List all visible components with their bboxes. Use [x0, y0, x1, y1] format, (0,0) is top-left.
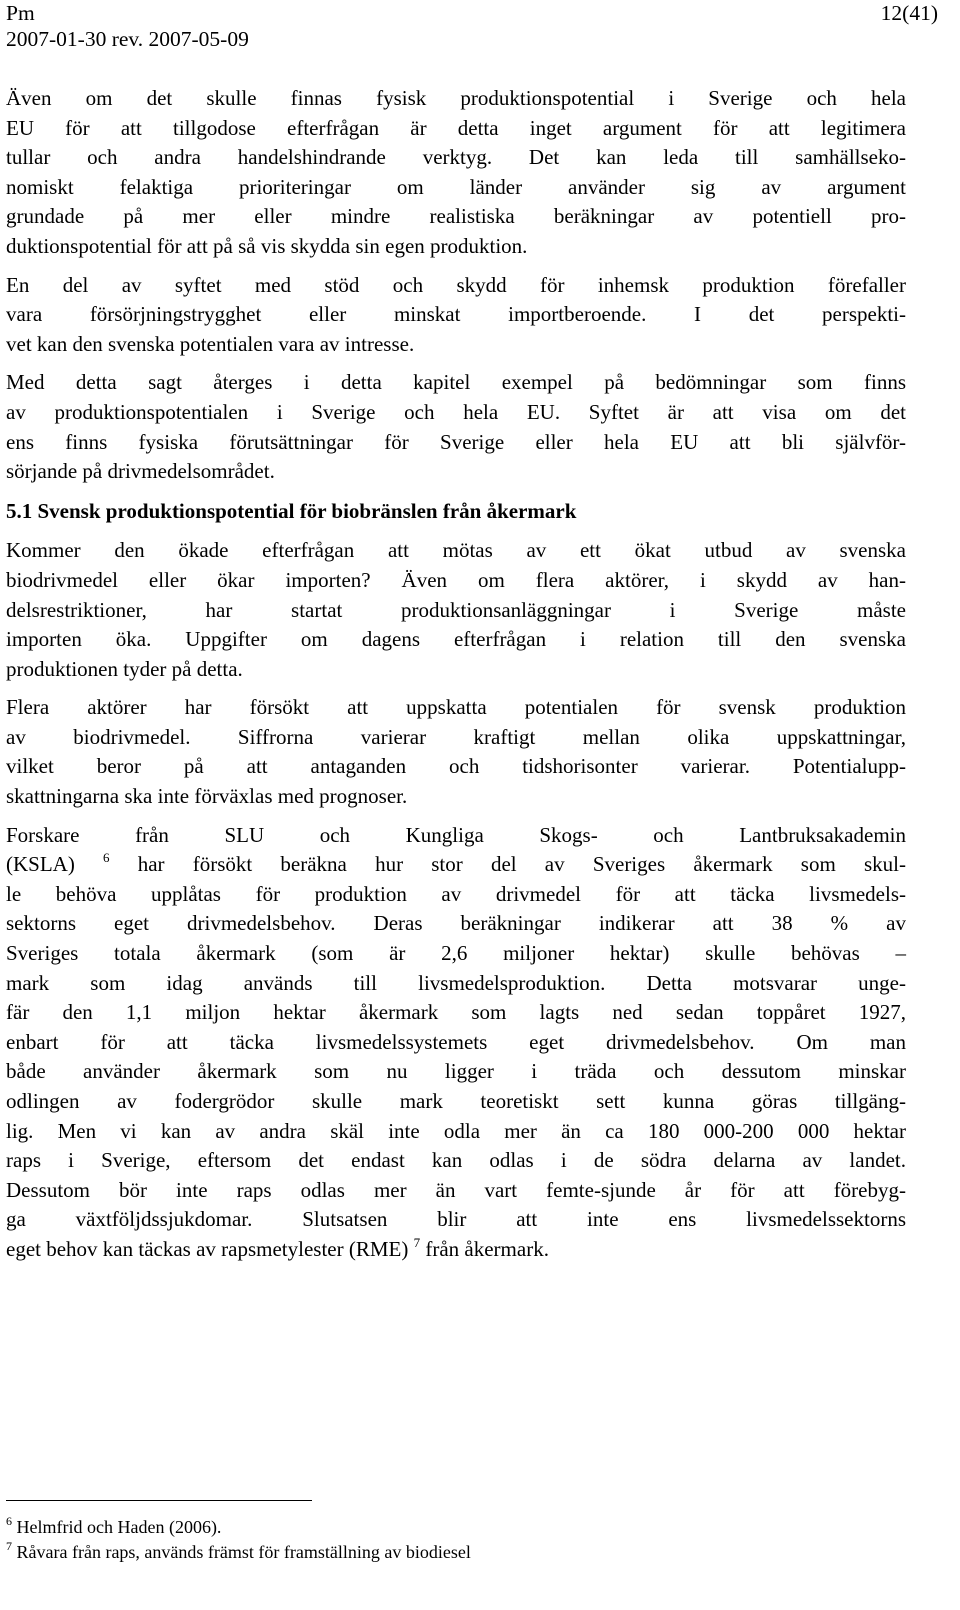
text-line: le behöva upplåtas för produktion av drivmedel för att täcka livsmedels- [6, 881, 906, 906]
text-line: ens finns fysiska förutsättningar för Sverige eller hela EU att bli självför- [6, 429, 906, 454]
text-line: Sveriges totala åkermark (som är 2,6 miljoner hektar) skulle behövas – [6, 941, 906, 966]
text-line: mark som idag används till livsmedelsproduktion. Detta motsvarar unge- [6, 970, 906, 995]
footnote-text: Helmfrid och Haden (2006). [12, 1517, 222, 1537]
text-line: Flera aktörer har försökt att uppskatta potentialen för svensk produktion [6, 695, 906, 720]
text-line: Dessutom bör inte raps odlas mer än vart femte-sjunde år för att förebyg- [6, 1177, 906, 1202]
footnote-number: 7 [6, 1539, 12, 1553]
paragraph [6, 536, 906, 684]
text-line: av produktionspotentialen i Sverige och hela EU. Syftet är att visa om det [6, 399, 906, 424]
footnote-number: 6 [6, 1514, 12, 1528]
text-line: sektorns eget drivmedelsbehov. Deras beräkningar indikerar att 38 % av [6, 911, 906, 936]
text-line: grundade på mer eller mindre realistiska beräkningar av potentiell pro- [6, 204, 906, 229]
paragraph [6, 84, 906, 262]
footnote-reference: 7 [413, 1234, 421, 1250]
text-line: odlingen av fodergrödor skulle mark teoretiskt sett kunna göras tillgäng- [6, 1089, 906, 1113]
page-number: 12(41) [880, 1, 938, 25]
text-line: Forskare från SLU och Kungliga Skogs- och Lantbruksakademin [6, 822, 906, 847]
text-line: Med detta sagt återges i detta kapitel exempel på bedömningar som finns [6, 370, 906, 395]
text-line: vet kan den svenska potentialen vara av intresse. [6, 331, 415, 356]
text-line: Även om det skulle finnas fysisk produktionspotential i Sverige och hela [6, 86, 906, 110]
text-line: vara försörjningstrygghet eller minskat importberoende. I det perspekti- [6, 302, 906, 327]
text-line: EU för att tillgodose efterfrågan är detta inget argument för att legitimera [6, 115, 906, 140]
text-line: duktionspotential för att på så vis skydda sin egen produktion. [6, 233, 528, 258]
section-heading: 5.1 Svensk produktionspotential för biobränslen från åkermark [6, 498, 577, 523]
text-line: fär den 1,1 miljon hektar åkermark som lagts ned sedan toppåret 1927, [6, 1000, 906, 1025]
document-date: 2007-01-30 rev. 2007-05-09 [6, 27, 249, 51]
text-line: enbart för att täcka livsmedelssystemets eget drivmedelsbehov. Om man [6, 1029, 906, 1054]
footnote-reference: 6 [103, 850, 110, 866]
text-line: tullar och andra handelshindrande verktyg. Det kan leda till samhällseko- [6, 145, 906, 170]
text-fragment: har försökt beräkna hur stor del av Sveriges åkermark som skul- [109, 852, 907, 877]
footnote [6, 1540, 906, 1565]
footnote-separator [6, 1500, 312, 1501]
text-line: Kommer den ökade efterfrågan att mötas av ett ökat utbud av svenska [6, 538, 906, 563]
text-line: En del av syftet med stöd och skydd för inhemsk produktion förefaller [6, 272, 906, 297]
paragraph [6, 368, 906, 486]
text-fragment: från åkermark. [420, 1236, 549, 1261]
text-line: raps i Sverige, eftersom det endast kan odlas i de södra delarna av landet. [6, 1148, 906, 1173]
document-label: Pm [6, 1, 35, 25]
body-text [6, 84, 906, 1274]
text-line: delsrestriktioner, har startat produktionsanläggningar i Sverige måste [6, 597, 906, 622]
footnote [6, 1515, 906, 1540]
text-line: produktionen tyder på detta. [6, 656, 243, 681]
text-line: både använder åkermark som nu ligger i träda och dessutom minskar [6, 1059, 906, 1084]
text-line [6, 850, 906, 880]
text-line: av biodrivmedel. Siffrorna varierar kraftigt mellan olika uppskattningar, [6, 724, 906, 749]
text-line: sörjande på drivmedelsområdet. [6, 459, 275, 484]
footnote-text: Råvara från raps, används främst för framställning av biodiesel [12, 1542, 471, 1562]
text-line: biodrivmedel eller ökar importen? Även om flera aktörer, i skydd av han- [6, 567, 906, 592]
text-line: skattningarna ska inte förväxlas med prognoser. [6, 784, 408, 809]
text-line [6, 1235, 906, 1265]
paragraph [6, 693, 906, 811]
text-fragment: eget behov kan täckas av rapsmetylester (RME) [6, 1236, 409, 1261]
text-line: nomiskt felaktiga prioriteringar om länder använder sig av argument [6, 174, 906, 199]
text-line: lig. Men vi kan av andra skäl inte odla mer än ca 180 000-200 000 hektar [6, 1118, 906, 1143]
text-line: importen öka. Uppgifter om dagens efterfrågan i relation till den svenska [6, 627, 906, 652]
paragraph [6, 821, 906, 1265]
text-line: ga växtföljdssjukdomar. Slutsatsen blir att inte ens livsmedelssektorns [6, 1207, 906, 1232]
paragraph [6, 271, 906, 360]
page-header-left [6, 0, 249, 52]
text-fragment: (KSLA) [6, 852, 75, 877]
footnotes [6, 1515, 906, 1565]
text-line: vilket beror på att antaganden och tidshorisonter varierar. Potentialupp- [6, 754, 906, 779]
